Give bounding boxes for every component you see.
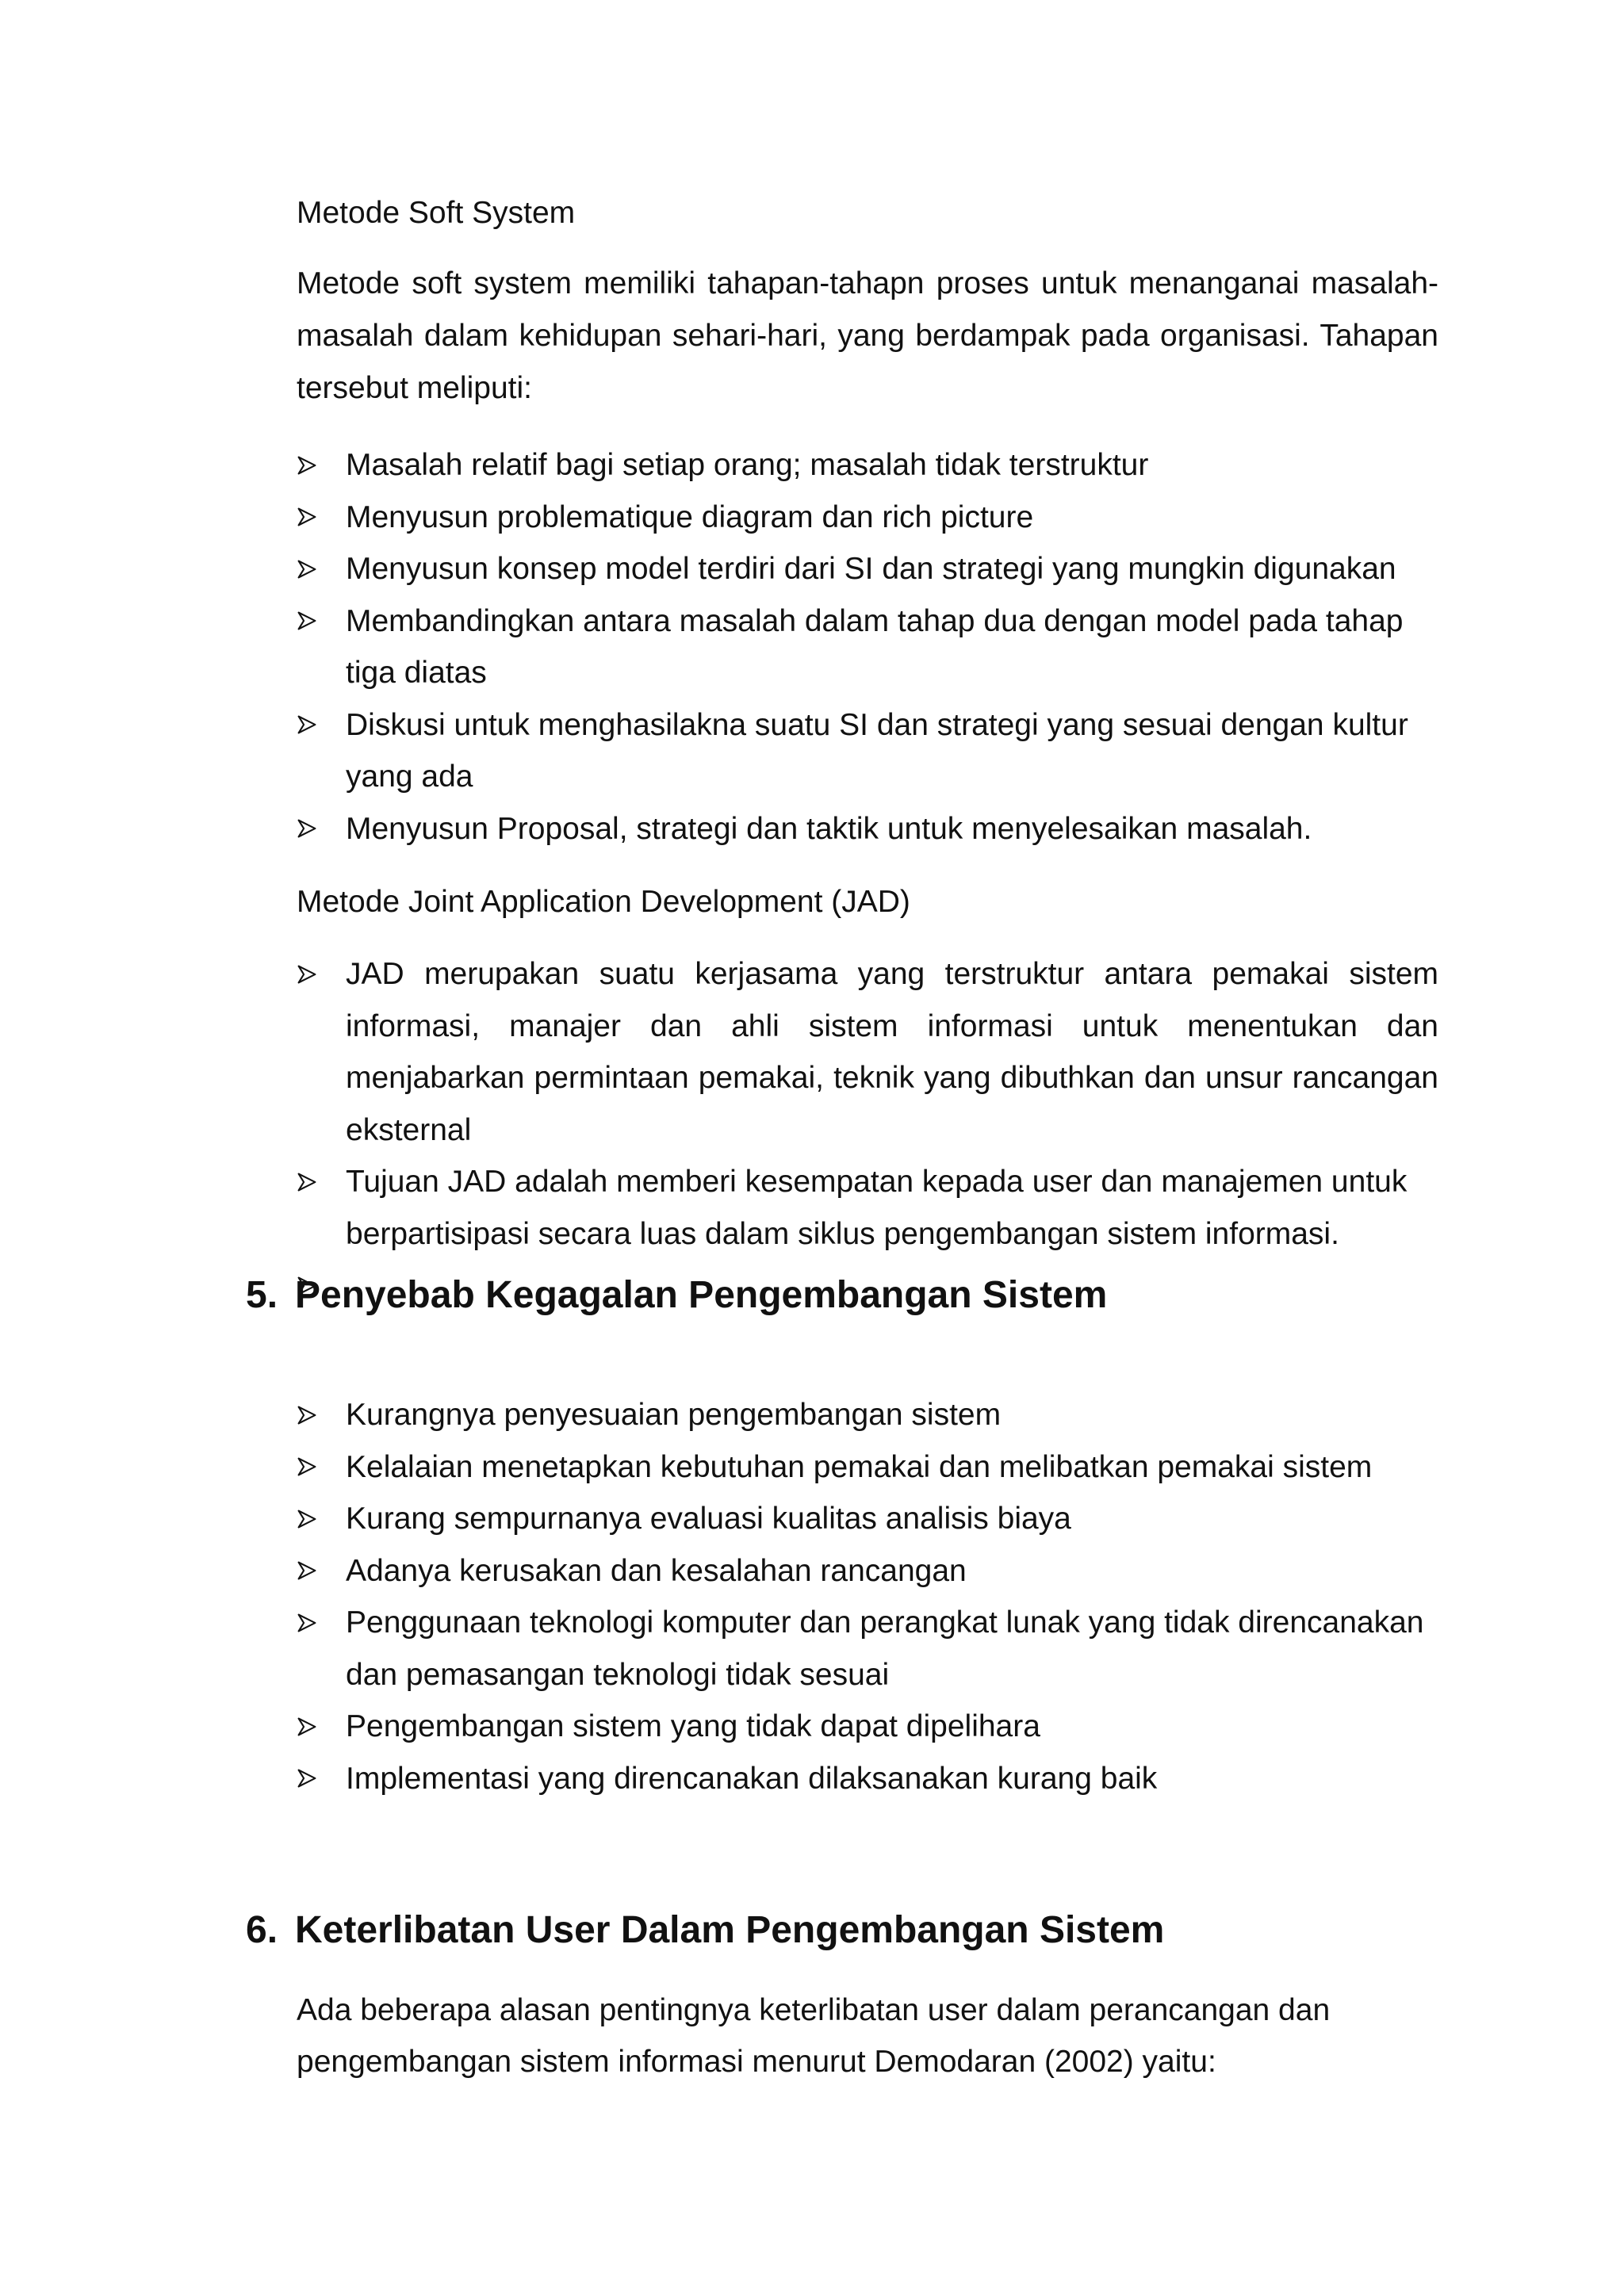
list-item: Kurangnya penyesuaian pengembangan sistem <box>297 1389 1438 1441</box>
list-item: Membandingkan antara masalah dalam tahap dua dengan model pada tahap tiga diatas <box>297 595 1438 699</box>
list-item: Menyusun Proposal, strategi dan taktik untuk menyelesaikan masalah. <box>297 803 1438 855</box>
arrow-bullet-icon <box>297 1753 328 1804</box>
arrow-bullet-icon <box>297 1156 328 1207</box>
section-title: Keterlibatan User Dalam Pengembangan Sistem <box>295 1909 1165 1951</box>
soft-system-intro: Metode soft system memiliki tahapan-tahapn proses untuk menanganai masalah-masalah dalam kehidupan sehari-hari, yang berdampak pada organisasi. Tahapan tersebut meliputi: <box>297 266 1438 405</box>
jad-title: Metode Joint Application Development (JAD) <box>297 885 910 919</box>
arrow-bullet-icon <box>297 439 328 491</box>
section-5-heading <box>246 1272 1107 1319</box>
arrow-bullet-icon <box>297 1701 328 1752</box>
failure-causes <box>297 1389 1438 1804</box>
section-title: Penyebab Kegagalan Pengembangan Sistem <box>295 1274 1108 1316</box>
section-number: 6. <box>246 1909 278 1951</box>
jad-points <box>297 948 1438 1311</box>
arrow-bullet-icon <box>297 492 328 543</box>
arrow-bullet-icon <box>297 948 328 1000</box>
soft-system-steps <box>297 439 1438 855</box>
arrow-bullet-icon <box>297 543 328 595</box>
list-item: Penggunaan teknologi komputer dan perangkat lunak yang tidak direncanakan dan pemasangan teknologi tidak sesuai <box>297 1597 1438 1701</box>
arrow-bullet-icon <box>297 699 328 751</box>
arrow-bullet-icon <box>297 1545 328 1597</box>
list-item: Menyusun problematique diagram dan rich picture <box>297 492 1438 544</box>
arrow-bullet-icon <box>297 1441 328 1493</box>
list-item: Masalah relatif bagi setiap orang; masalah tidak terstruktur <box>297 439 1438 492</box>
list-item: Implementasi yang direncanakan dilaksanakan kurang baik <box>297 1753 1438 1805</box>
list-item: Kurang sempurnanya evaluasi kualitas analisis biaya <box>297 1493 1438 1545</box>
list-item: Menyusun konsep model terdiri dari SI dan strategi yang mungkin digunakan <box>297 543 1438 595</box>
arrow-bullet-icon <box>297 1597 328 1648</box>
soft-system-title: Metode Soft System <box>297 196 576 230</box>
arrow-bullet-icon <box>297 1389 328 1441</box>
arrow-bullet-icon <box>297 595 328 647</box>
arrow-bullet-icon <box>297 1493 328 1544</box>
list-item: Diskusi untuk menghasilakna suatu SI dan strategi yang sesuai dengan kultur yang ada <box>297 699 1438 803</box>
list-item: Pengembangan sistem yang tidak dapat dipelihara <box>297 1701 1438 1753</box>
list-item: Tujuan JAD adalah memberi kesempatan kepada user dan manajemen untuk berpartisipasi secara luas dalam siklus pengembangan sistem informasi. <box>297 1156 1438 1260</box>
list-item: Adanya kerusakan dan kesalahan rancangan <box>297 1545 1438 1598</box>
section-6-heading <box>246 1907 1164 1954</box>
list-item: JAD merupakan suatu kerjasama yang terstruktur antara pemakai sistem informasi, manajer dan ahli sistem informasi untuk menentukan dan menjabarkan permintaan pemakai, teknik yang dibuthkan dan unsur rancangan eksternal <box>297 948 1438 1156</box>
section-6-intro: Ada beberapa alasan pentingnya keterlibatan user dalam perancangan dan pengembangan sistem informasi menurut Demodaran (2002) yaitu: <box>297 1993 1331 2079</box>
arrow-bullet-icon <box>297 803 328 855</box>
section-number: 5. <box>246 1274 278 1316</box>
list-item: Kelalaian menetapkan kebutuhan pemakai dan melibatkan pemakai sistem <box>297 1441 1438 1494</box>
